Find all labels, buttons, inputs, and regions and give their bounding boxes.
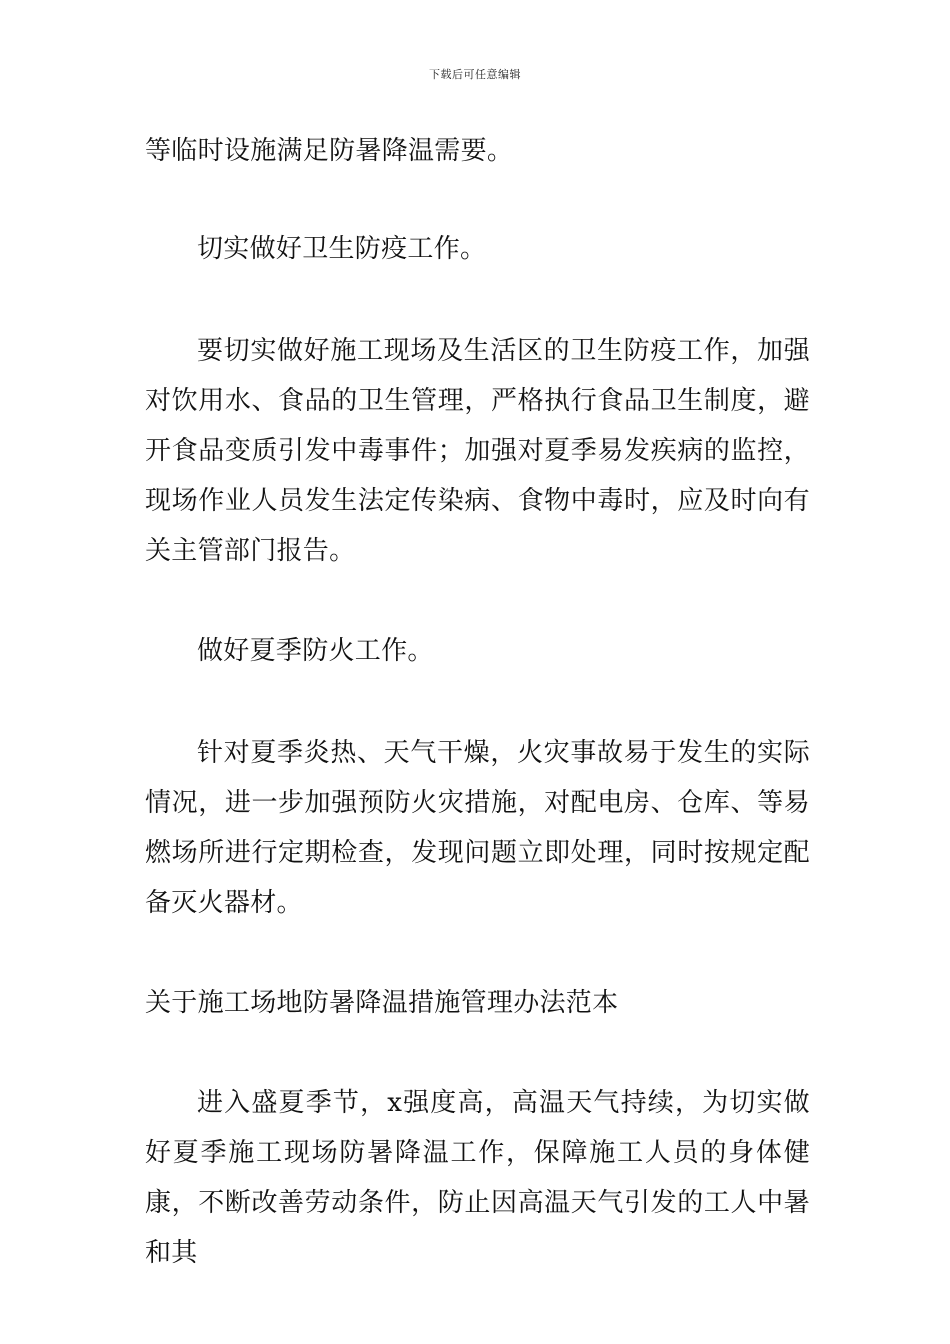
section-heading-fire: 做好夏季防火工作。: [197, 636, 434, 666]
header-note: 下载后可任意编辑: [429, 68, 521, 81]
paragraph-continuation: 等临时设施满足防暑降温需要。: [145, 136, 514, 166]
document-body: [145, 126, 810, 1278]
paragraph-intro: 进入盛夏季节，x强度高，高温天气持续，为切实做好夏季施工现场防暑降温工作，保障施工人员的身体健康，不断改善劳动条件，防止因高温天气引发的工人中暑和其: [145, 1088, 810, 1268]
paragraph-hygiene: 要切实做好施工现场及生活区的卫生防疫工作，加强对饮用水、食品的卫生管理，严格执行食品卫生制度，避开食品变质引发中毒事件；加强对夏季易发疾病的监控，现场作业人员发生法定传染病、食物中毒时，应及时向有关主管部门报告。: [145, 336, 810, 566]
document-title: 关于施工场地防暑降温措施管理办法范本: [145, 988, 619, 1018]
paragraph-fire: 针对夏季炎热、天气干燥，火灾事故易于发生的实际情况，进一步加强预防火灾措施，对配电房、仓库、等易燃场所进行定期检查，发现问题立即处理，同时按规定配备灭火器材。: [145, 738, 810, 918]
section-heading-hygiene: 切实做好卫生防疫工作。: [197, 234, 487, 264]
